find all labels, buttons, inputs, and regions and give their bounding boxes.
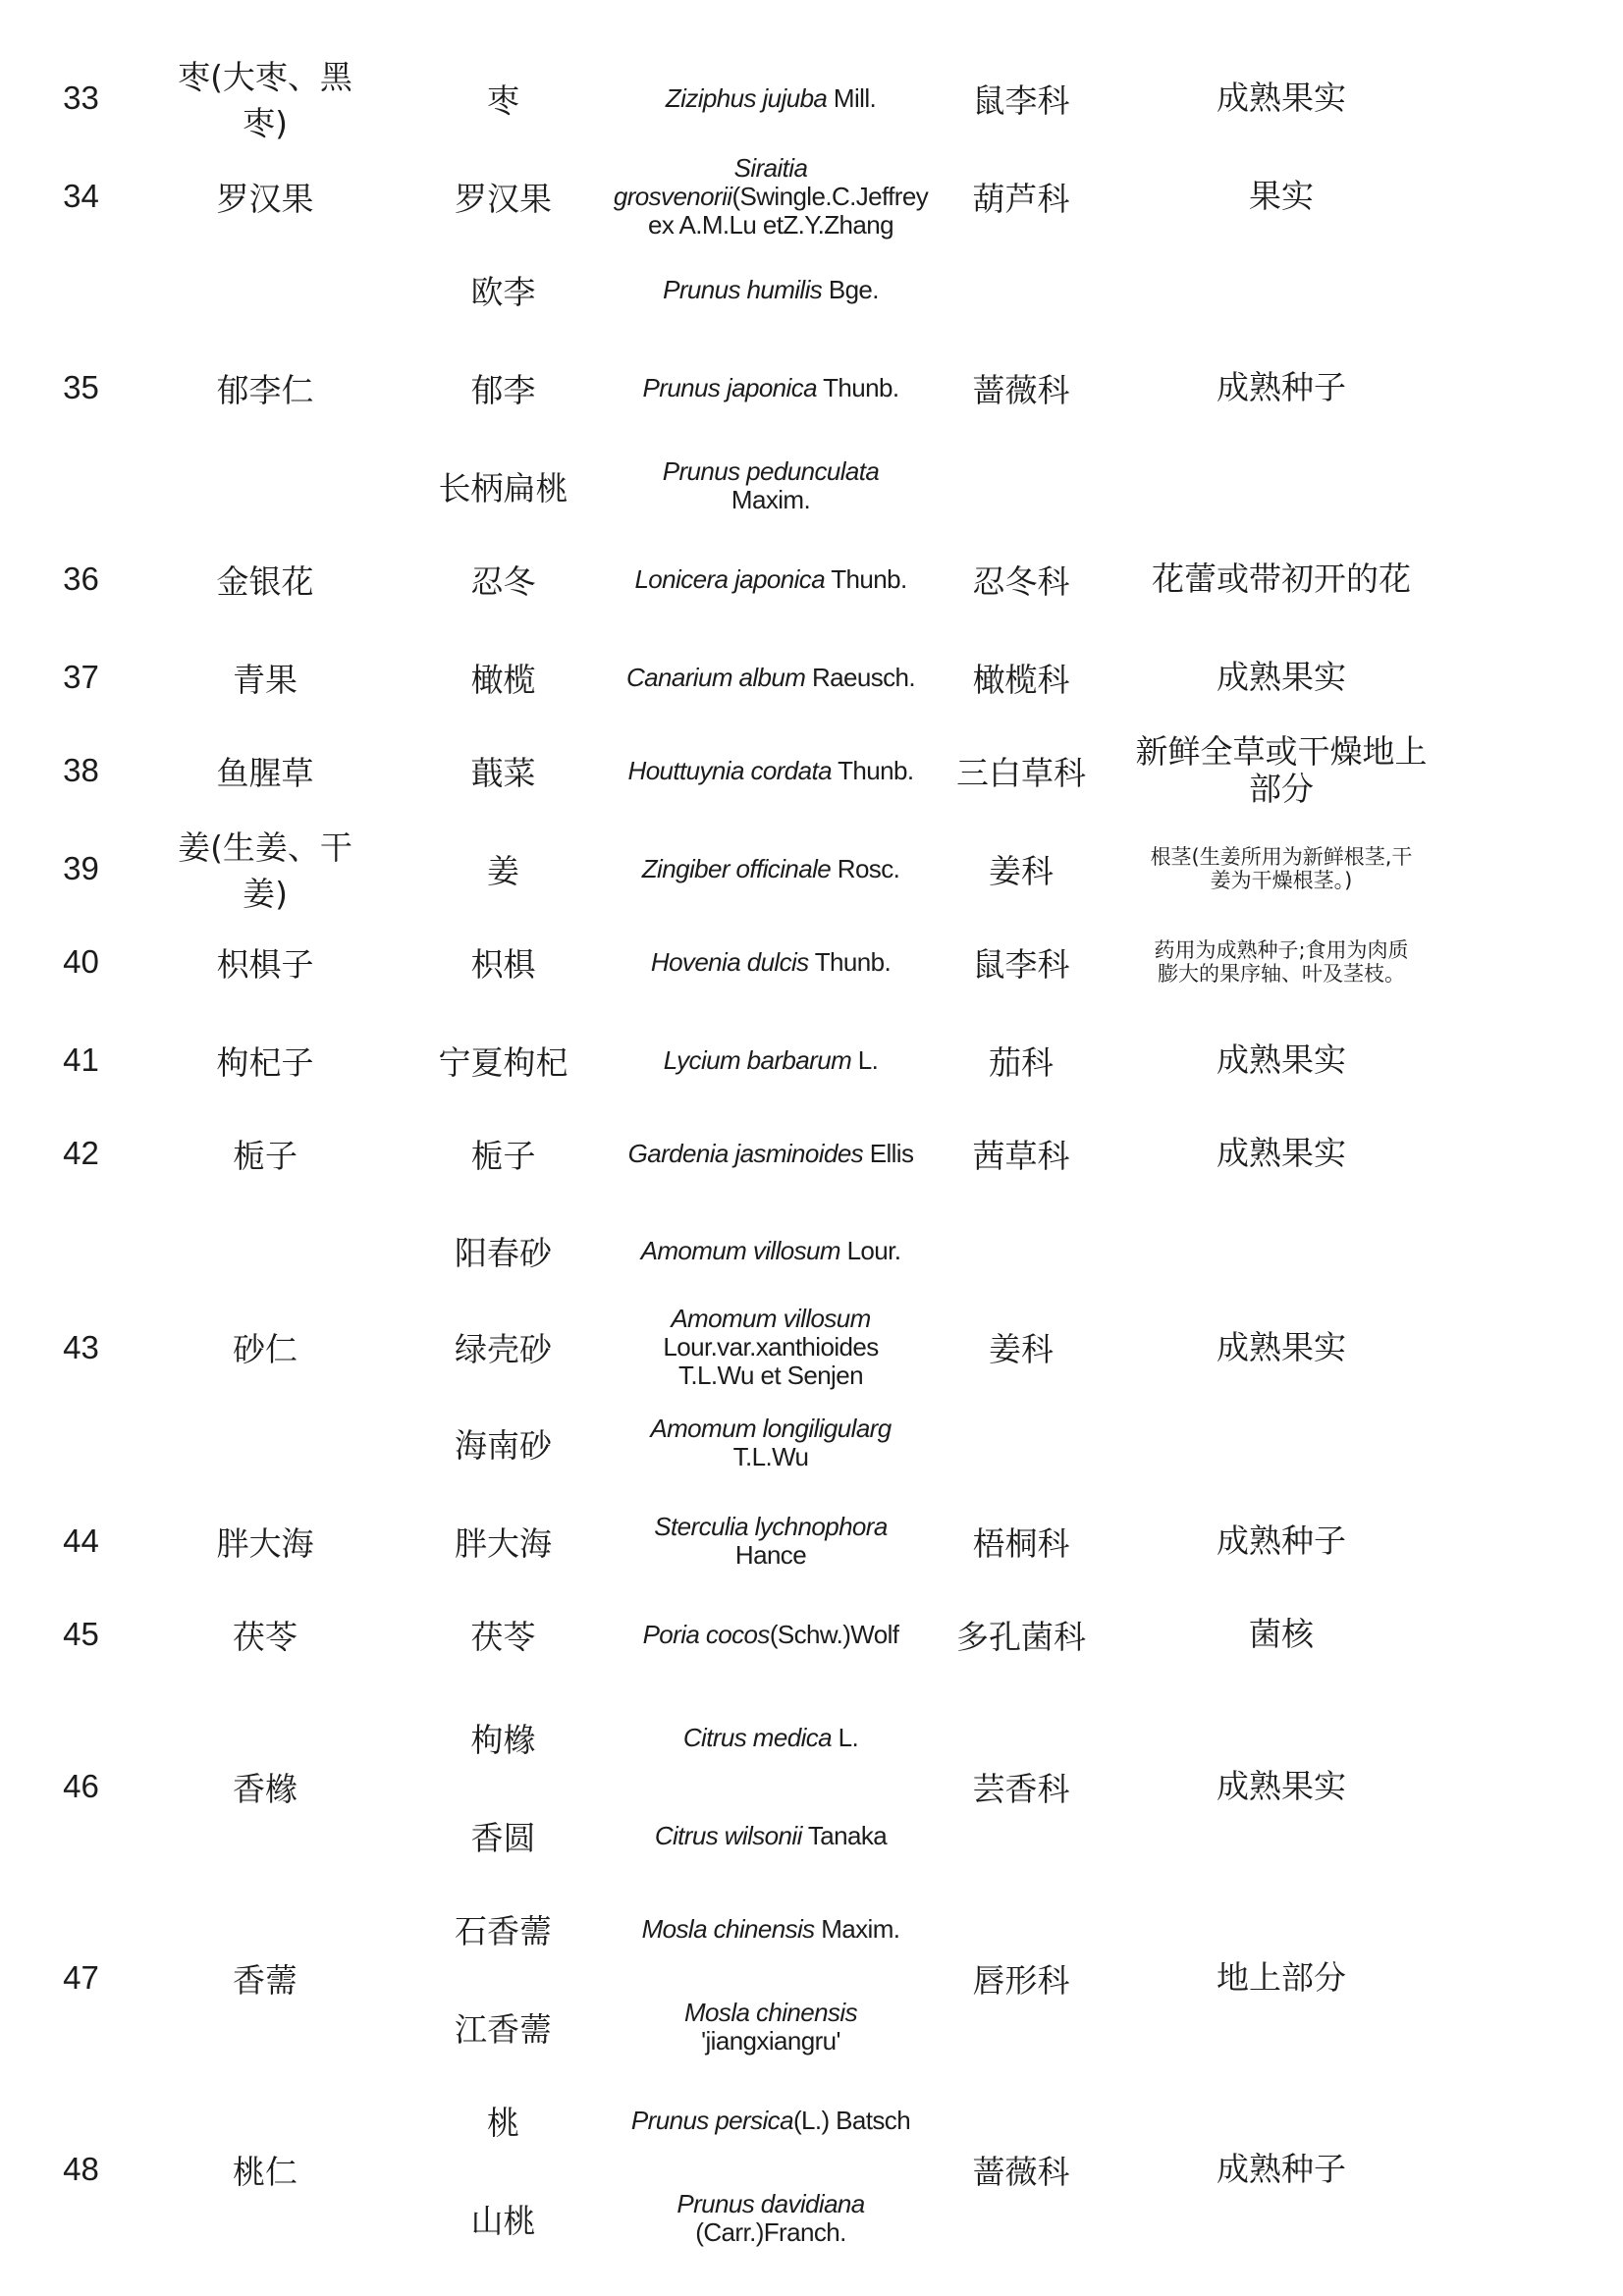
source-species: 罗汉果 [455, 179, 552, 218]
latin-italic: Citrus medica [682, 1722, 833, 1752]
source-species: 石香薷 [455, 1911, 552, 1950]
source-species: 绿壳砂 [455, 1329, 552, 1368]
latin-name [623, 1787, 918, 1885]
herb-name: 鱼腥草 [216, 753, 314, 792]
latin-name [623, 1585, 918, 1683]
plant-family: 橄榄科 [972, 660, 1070, 699]
latin-author: Rosc. [831, 853, 900, 883]
latin-italic: Canarium album [625, 662, 806, 692]
latin-italic: Siraitia grosvenorii [613, 152, 808, 211]
table-row [0, 721, 1623, 820]
row-number: 33 [63, 80, 99, 116]
latin-italic: Prunus davidiana [676, 2189, 865, 2218]
source-species: 长柄扁桃 [438, 468, 568, 507]
latin-author: Thunb. [825, 563, 907, 594]
plant-family: 三白草科 [956, 753, 1086, 792]
latin-name [623, 437, 918, 535]
source-species: 山桃 [470, 2201, 536, 2240]
medicinal-part: 花蕾或带初开的花 [1152, 560, 1411, 598]
latin-author: 'jiangxiangru' [701, 2026, 840, 2056]
medicinal-part: 成熟果实 [1217, 1327, 1346, 1366]
row-number: 42 [63, 1135, 99, 1171]
latin-name [613, 142, 929, 250]
latin-author: Thunb. [808, 946, 892, 977]
plant-family: 姜科 [989, 1330, 1054, 1368]
medicinal-part: 成熟种子 [1217, 368, 1346, 406]
table-row [0, 1492, 1623, 1590]
latin-italic: Zingiber officinale [641, 853, 832, 883]
latin-author: L. [832, 1722, 859, 1752]
table-row [0, 240, 1623, 535]
source-species: 胖大海 [455, 1523, 552, 1563]
latin-name [623, 1299, 918, 1395]
latin-author: Mill. [827, 82, 877, 113]
herb-name: 枣(大枣、黑枣) [178, 58, 352, 142]
latin-italic: Amomum longiligularg [650, 1414, 892, 1443]
herb-name: 枳椇子 [216, 944, 314, 984]
herb-name: 青果 [233, 660, 298, 699]
latin-name [623, 2071, 918, 2169]
latin-name [623, 913, 918, 1011]
latin-author: Hance [734, 1540, 807, 1570]
latin-italic: Amomum villosum [640, 1235, 840, 1265]
plant-family: 多孔菌科 [956, 1617, 1086, 1656]
latin-author: L. [851, 1044, 879, 1075]
source-species: 欧李 [470, 272, 536, 311]
latin-name [623, 530, 918, 628]
latin-name [623, 2169, 918, 2268]
medicinal-part: 新鲜全草或干燥地上部分 [1135, 732, 1428, 808]
latin-author: (L.) Batsch [792, 2105, 911, 2135]
source-species: 茯苓 [470, 1617, 536, 1656]
row-number: 48 [63, 2151, 99, 2187]
latin-name [623, 1880, 918, 1978]
plant-family: 葫芦科 [972, 179, 1070, 218]
latin-author: (Swingle.C.Jeffrey ex A.M.Lu etZ.Y.Zhang [648, 181, 929, 240]
latin-author: T.L.Wu [732, 1442, 809, 1471]
latin-italic: Gardenia jasminoides [627, 1138, 864, 1168]
plant-family: 蔷薇科 [972, 2152, 1070, 2191]
row-number: 34 [63, 178, 99, 214]
latin-author: Maxim. [730, 485, 811, 514]
table-row [0, 1011, 1623, 1109]
plant-family: 鼠李科 [972, 944, 1070, 984]
latin-name [623, 44, 918, 152]
plant-family: 芸香科 [972, 1769, 1070, 1808]
source-species: 郁李 [470, 370, 536, 409]
table-row [0, 820, 1623, 918]
latin-italic: Prunus pedunculata [662, 456, 880, 486]
source-species: 栀子 [470, 1136, 536, 1175]
plant-family: 茄科 [989, 1042, 1054, 1082]
table-row [0, 1585, 1623, 1683]
row-number: 46 [63, 1768, 99, 1804]
medicinal-part: 成熟种子 [1217, 1522, 1346, 1560]
latin-name [623, 1688, 918, 1787]
latin-author: Thunb. [816, 372, 899, 402]
row-number: 35 [63, 369, 99, 405]
source-species: 宁夏枸杞 [438, 1042, 568, 1082]
medicinal-part: 地上部分 [1217, 1958, 1346, 1997]
source-species: 阳春砂 [455, 1233, 552, 1272]
row-number: 47 [63, 1959, 99, 1996]
latin-name [623, 820, 918, 918]
herb-name: 罗汉果 [216, 179, 314, 218]
herb-name: 郁李仁 [216, 370, 314, 409]
source-species: 姜 [487, 851, 519, 890]
medicinal-part: 成熟果实 [1217, 658, 1346, 696]
row-number: 44 [63, 1522, 99, 1559]
latin-name [623, 1202, 918, 1299]
medicinal-part: 成熟果实 [1217, 79, 1346, 117]
latin-author: Tanaka [801, 1820, 888, 1850]
herb-name: 枸杞子 [216, 1042, 314, 1082]
plant-family: 忍冬科 [972, 561, 1070, 601]
latin-name [623, 240, 918, 339]
row-number: 43 [63, 1328, 99, 1365]
herb-name: 栀子 [233, 1136, 298, 1175]
table-row [0, 1202, 1623, 1492]
row-number: 45 [63, 1616, 99, 1652]
latin-author: (Carr.)Franch. [695, 2217, 846, 2247]
medicinal-part: 果实 [1249, 177, 1314, 215]
source-species: 枣 [487, 80, 519, 120]
table-row [0, 913, 1623, 1011]
latin-italic: Mosla chinensis [641, 1913, 815, 1944]
medicinal-part: 根茎(生姜所用为新鲜根茎,干姜为干燥根茎。) [1150, 845, 1413, 892]
table-row [0, 1688, 1623, 1885]
medicinal-part: 菌核 [1249, 1615, 1314, 1653]
medicinal-part: 成熟果实 [1217, 1041, 1346, 1079]
latin-name [623, 1978, 918, 2076]
latin-italic: Ziziphus jujuba [665, 82, 828, 113]
herb-name: 金银花 [216, 561, 314, 601]
latin-name [623, 628, 918, 726]
medicinal-part: 成熟种子 [1217, 2150, 1346, 2188]
herb-name: 茯苓 [233, 1617, 298, 1656]
latin-italic: Prunus japonica [642, 372, 817, 402]
latin-author: Maxim. [814, 1913, 900, 1944]
latin-italic: Hovenia dulcis [650, 946, 809, 977]
plant-family: 唇形科 [972, 1960, 1070, 2000]
source-species: 枳椇 [470, 944, 536, 984]
plant-family: 鼠李科 [972, 80, 1070, 120]
herb-name: 桃仁 [233, 2152, 298, 2191]
latin-name [623, 339, 918, 437]
latin-italic: Mosla chinensis [684, 1998, 857, 2027]
latin-italic: Amomum villosum [671, 1303, 871, 1333]
latin-italic: Houttuynia cordata [627, 755, 832, 785]
table-row [0, 530, 1623, 628]
source-species: 橄榄 [470, 660, 536, 699]
source-species: 蕺菜 [470, 753, 536, 792]
latin-italic: Prunus humilis [663, 274, 823, 304]
medicinal-part: 成熟果实 [1217, 1134, 1346, 1172]
latin-italic: Lonicera japonica [634, 563, 826, 594]
row-number: 41 [63, 1041, 99, 1078]
row-number: 38 [63, 752, 99, 788]
row-number: 36 [63, 561, 99, 597]
plant-family: 茜草科 [972, 1136, 1070, 1175]
herb-name: 香橼 [233, 1769, 298, 1808]
source-species: 海南砂 [455, 1425, 552, 1465]
herb-name: 香薷 [233, 1960, 298, 2000]
latin-author: Lour. [839, 1235, 901, 1265]
latin-name [623, 1492, 918, 1590]
source-species: 枸橼 [470, 1720, 536, 1759]
plant-family: 梧桐科 [972, 1523, 1070, 1563]
source-species: 江香薷 [455, 2009, 552, 2049]
herb-name: 胖大海 [216, 1523, 314, 1563]
latin-author: Thunb. [831, 755, 914, 785]
table-row [0, 2071, 1623, 2268]
latin-italic: Poria cocos [642, 1619, 770, 1649]
latin-italic: Lycium barbarum [663, 1044, 852, 1075]
latin-italic: Sterculia lychnophora [654, 1512, 888, 1541]
latin-italic: Prunus persica [630, 2105, 793, 2135]
source-species: 桃 [487, 2103, 519, 2142]
row-number: 40 [63, 943, 99, 980]
herb-name: 姜(生姜、干姜) [178, 828, 352, 913]
table-row [0, 1880, 1623, 2076]
plant-family: 蔷薇科 [972, 370, 1070, 409]
latin-italic: Citrus wilsonii [654, 1820, 802, 1850]
source-species: 忍冬 [470, 561, 536, 601]
latin-name [623, 1011, 918, 1109]
latin-author: Ellis [863, 1138, 914, 1168]
source-species: 香圆 [470, 1818, 536, 1857]
latin-author: Raeusch. [805, 662, 916, 692]
latin-name [623, 1395, 918, 1491]
table-row [0, 1104, 1623, 1202]
table-row [0, 142, 1623, 250]
medicinal-part: 成熟果实 [1217, 1767, 1346, 1805]
latin-author: Bge. [822, 274, 879, 304]
table-row [0, 44, 1623, 152]
latin-author: (Schw.)Wolf [769, 1619, 899, 1649]
latin-author: Lour.var.xanthioides T.L.Wu et Senjen [663, 1331, 879, 1390]
latin-name [623, 1104, 918, 1202]
herb-name: 砂仁 [233, 1330, 298, 1368]
table-row [0, 628, 1623, 726]
row-number: 37 [63, 659, 99, 695]
latin-name [623, 721, 918, 820]
row-number: 39 [63, 850, 99, 886]
medicinal-part: 药用为成熟种子;食用为肉质膨大的果序轴、叶及茎枝。 [1154, 938, 1409, 986]
plant-family: 姜科 [989, 851, 1054, 890]
